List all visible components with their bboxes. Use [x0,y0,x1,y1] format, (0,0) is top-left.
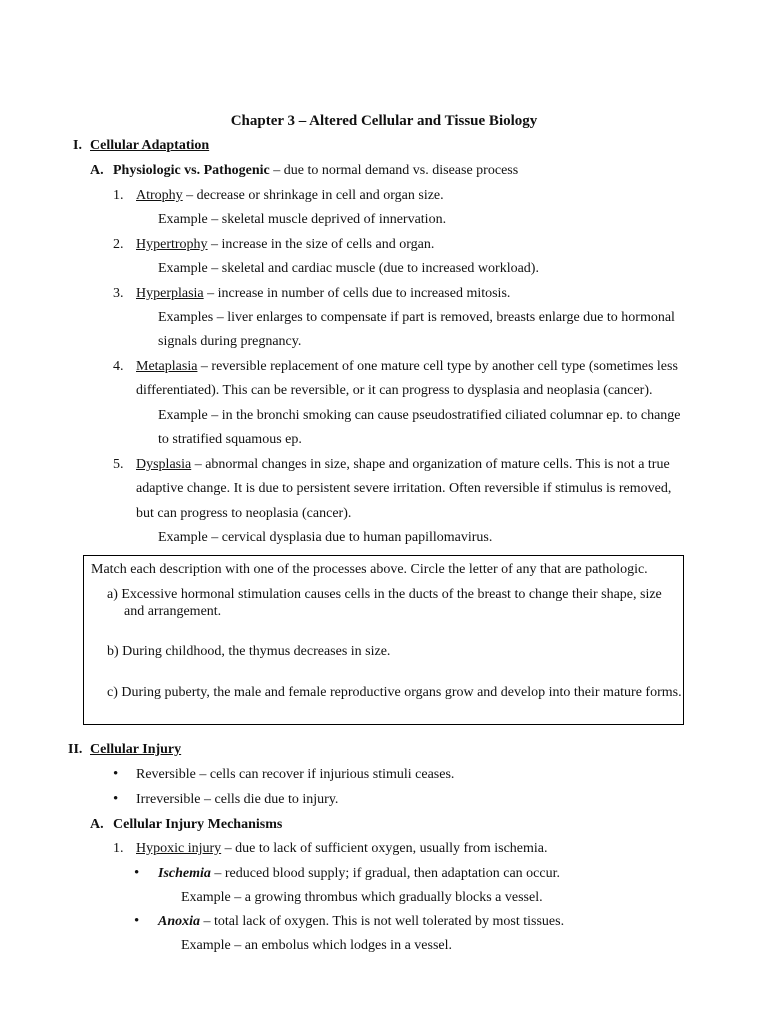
item-number: 1. [113,188,124,203]
example-text: Example – cervical dysplasia due to human papillomavirus. [158,530,493,545]
exercise-item: a) Excessive hormonal stimulation causes cells in the ducts of the breast to change their shape, size [107,587,662,602]
exercise-item: b) During childhood, the thymus decreases in size. [107,644,391,659]
subsection-heading: Physiologic vs. Pathogenic [113,163,270,178]
definition: – reversible replacement of one mature cell type by another cell type (sometimes less [197,359,678,374]
term: Metaplasia [136,359,198,374]
subsection-description: – due to normal demand vs. disease process [269,163,519,178]
term: Anoxia [158,914,201,929]
definition: – increase in the size of cells and organ. [207,237,435,252]
subsection-heading-line [113,162,518,180]
list-item [136,285,510,303]
item-number: 3. [113,286,124,301]
example-text: Example – skeletal and cardiac muscle (due to increased workload). [158,261,539,276]
item-number: 1. [113,841,124,856]
subsection-letter: A. [90,163,104,178]
example-text: to stratified squamous ep. [158,432,302,447]
list-item [136,456,670,474]
list-item [136,236,434,254]
list-item [136,840,547,858]
chapter-title: Chapter 3 – Altered Cellular and Tissue Biology [230,113,538,129]
item-number: 2. [113,237,124,252]
section-numeral: I. [73,138,82,153]
example-text: Example – an embolus which lodges in a vessel. [181,938,452,953]
bullet-icon: • [134,865,140,881]
example-text: Examples – liver enlarges to compensate if part is removed, breasts enlarge due to hormonal [158,310,675,325]
term: Hyperplasia [136,286,204,301]
exercise-item-continued: and arrangement. [124,604,222,619]
example-text: signals during pregnancy. [158,334,302,349]
definition: – total lack of oxygen. This is not well tolerated by most tissues. [200,914,565,929]
definition-continued: but can progress to neoplasia (cancer). [136,506,352,521]
term: Hypoxic injury [136,841,222,856]
example-text: Example – a growing thrombus which gradually blocks a vessel. [181,890,543,905]
definition: – decrease or shrinkage in cell and organ size. [182,188,444,203]
section-heading: Cellular Adaptation [90,138,210,153]
bullet-item: Irreversible – cells die due to injury. [136,792,339,807]
definition: – reduced blood supply; if gradual, then adaptation can occur. [210,866,561,881]
bullet-icon: • [113,766,119,782]
subsection-letter: A. [90,817,104,832]
bullet-item: Reversible – cells can recover if injurious stimuli ceases. [136,767,455,782]
item-number: 5. [113,457,124,472]
term: Hypertrophy [136,237,208,252]
example-text: Example – skeletal muscle deprived of innervation. [158,212,447,227]
list-item [136,187,444,205]
section-numeral: II. [68,742,83,757]
subsection-heading: Cellular Injury Mechanisms [113,817,283,832]
term: Ischemia [158,866,211,881]
item-number: 4. [113,359,124,374]
bullet-icon: • [134,913,140,929]
sub-bullet-item [158,913,564,931]
definition: – abnormal changes in size, shape and organization of mature cells. This is not a true [191,457,670,472]
definition: – increase in number of cells due to increased mitosis. [203,286,511,301]
term: Atrophy [136,188,183,203]
exercise-item: c) During puberty, the male and female reproductive organs grow and develop into their mature forms. [107,685,682,700]
definition-continued: adaptive change. It is due to persistent severe irritation. Often reversible if stimulus is removed, [136,481,672,496]
section-heading: Cellular Injury [90,742,182,757]
sub-bullet-item [158,865,560,883]
definition-continued: differentiated). This can be reversible, or it can progress to dysplasia and neoplasia (cancer). [136,383,653,398]
definition: – due to lack of sufficient oxygen, usually from ischemia. [221,841,548,856]
term: Dysplasia [136,457,192,472]
bullet-icon: • [113,791,119,807]
list-item [136,358,678,376]
example-text: Example – in the bronchi smoking can cause pseudostratified ciliated columnar ep. to change [158,408,681,423]
exercise-instruction: Match each description with one of the processes above. Circle the letter of any that are pathologic. [91,562,648,577]
